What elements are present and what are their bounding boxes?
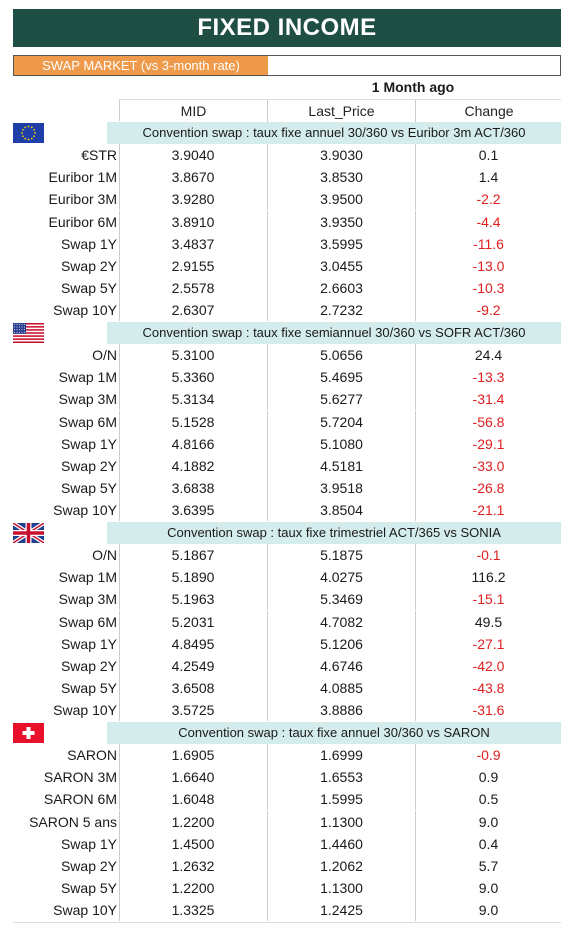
last-price-value: 3.9350 <box>267 211 415 233</box>
mid-value: 3.8670 <box>119 166 266 188</box>
change-value: 5.7 <box>415 855 561 877</box>
change-value: -33.0 <box>415 455 561 477</box>
mid-value: 5.3100 <box>119 344 266 366</box>
table-row <box>13 811 561 833</box>
table-row <box>13 788 561 810</box>
mid-value: 1.6905 <box>119 744 266 766</box>
currency-section <box>13 122 561 322</box>
table-row <box>13 699 561 721</box>
table-row <box>13 477 561 499</box>
instrument-name: Swap 10Y <box>53 702 117 719</box>
mid-value: 5.1528 <box>119 411 266 433</box>
table-row <box>13 455 561 477</box>
mid-value: 1.4500 <box>119 833 266 855</box>
column-header-mid: MID <box>120 100 268 122</box>
column-header-change: Change <box>464 103 514 119</box>
instrument-name: Swap 5Y <box>60 680 117 697</box>
change-value: -4.4 <box>415 211 561 233</box>
instrument-name: Euribor 1M <box>48 169 117 186</box>
instrument-name: O/N <box>92 547 117 563</box>
table-row <box>13 144 561 166</box>
change-value: 0.4 <box>415 833 561 855</box>
change-value: 0.9 <box>415 766 561 788</box>
convention-text: Convention swap : taux fixe semiannuel 30/360 vs SOFR ACT/360 <box>107 322 561 344</box>
last-price-value: 5.1206 <box>267 633 415 655</box>
mid-value: 1.2200 <box>119 877 266 899</box>
instrument-name: Swap 10Y <box>53 302 117 319</box>
convention-row <box>13 322 561 344</box>
instrument-name: Swap 1M <box>58 369 117 386</box>
change-value: -42.0 <box>415 655 561 677</box>
last-price-value: 1.2062 <box>267 855 415 877</box>
mid-value: 3.4837 <box>119 233 266 255</box>
change-value: 116.2 <box>415 566 561 588</box>
change-value: 9.0 <box>415 877 561 899</box>
table-row <box>13 833 561 855</box>
last-price-value: 1.5995 <box>267 788 415 810</box>
table-row <box>13 877 561 899</box>
table-row <box>13 388 561 410</box>
last-price-value: 3.9030 <box>267 144 415 166</box>
column-header-last-price: Last_Price <box>268 100 416 122</box>
us-flag-icon <box>13 323 44 343</box>
instrument-name: Swap 2Y <box>60 458 117 474</box>
instrument-name: Swap 1Y <box>60 835 117 852</box>
instrument-name: Swap 2Y <box>60 858 117 874</box>
last-price-value: 4.6746 <box>267 655 415 677</box>
mid-value: 1.6640 <box>119 766 266 788</box>
last-price-value: 5.3469 <box>267 588 415 610</box>
currency-section <box>13 522 561 722</box>
mid-value: 5.1963 <box>119 588 266 610</box>
swap-market-bar <box>13 55 561 76</box>
convention-row <box>13 122 561 144</box>
instrument-name: Swap 3M <box>58 391 117 408</box>
instrument-name: Swap 1Y <box>60 635 117 652</box>
change-value: -13.0 <box>415 255 561 277</box>
last-price-value: 1.2425 <box>267 899 415 921</box>
table-row <box>13 677 561 699</box>
mid-value: 1.6048 <box>119 788 266 810</box>
change-value: -31.4 <box>415 388 561 410</box>
mid-value: 4.2549 <box>119 655 266 677</box>
last-price-value: 3.5995 <box>267 233 415 255</box>
change-value: -10.3 <box>415 277 561 299</box>
convention-text: Convention swap : taux fixe trimestriel ACT/365 vs SONIA <box>107 522 561 544</box>
change-value: -9.2 <box>415 299 561 321</box>
instrument-name: Swap 1Y <box>60 235 117 252</box>
instrument-name: Swap 5Y <box>60 280 117 297</box>
instrument-name: Swap 6M <box>58 413 117 430</box>
instrument-name: Swap 2Y <box>60 658 117 674</box>
currency-section <box>13 722 561 922</box>
table-bottom-divider <box>13 922 561 923</box>
last-price-value: 1.1300 <box>267 811 415 833</box>
table-row <box>13 588 561 610</box>
change-value: 9.0 <box>415 811 561 833</box>
change-value: 1.4 <box>415 166 561 188</box>
instrument-name: Swap 1Y <box>60 435 117 452</box>
instrument-name: Euribor 3M <box>48 191 117 208</box>
change-value: -43.8 <box>415 677 561 699</box>
last-price-value: 3.8530 <box>267 166 415 188</box>
change-value: -11.6 <box>415 233 561 255</box>
instrument-name: SARON <box>67 747 117 763</box>
table-row <box>13 855 561 877</box>
change-value: 0.5 <box>415 788 561 810</box>
mid-value: 1.2200 <box>119 811 266 833</box>
table-row <box>13 544 561 566</box>
change-value: 0.1 <box>415 144 561 166</box>
last-price-value: 1.1300 <box>267 877 415 899</box>
instrument-name: Swap 10Y <box>53 902 117 919</box>
table-row <box>13 166 561 188</box>
table-row <box>13 655 561 677</box>
table-row <box>13 744 561 766</box>
mid-value: 4.8495 <box>119 633 266 655</box>
table-row <box>13 566 561 588</box>
table-row <box>13 211 561 233</box>
last-price-value: 3.8504 <box>267 499 415 521</box>
currency-section <box>13 322 561 522</box>
last-price-value: 1.6999 <box>267 744 415 766</box>
mid-value: 5.1867 <box>119 544 266 566</box>
instrument-name: SARON 6M <box>43 791 117 808</box>
table-row <box>13 411 561 433</box>
mid-value: 4.1882 <box>119 455 266 477</box>
mid-value: 2.9155 <box>119 255 266 277</box>
last-price-value: 5.6277 <box>267 388 415 410</box>
mid-value: 5.3360 <box>119 366 266 388</box>
period-label: 1 Month ago <box>371 79 455 95</box>
last-price-value: 2.7232 <box>267 299 415 321</box>
instrument-name: Swap 5Y <box>60 480 117 497</box>
instrument-name: O/N <box>92 347 117 363</box>
change-value: 49.5 <box>415 611 561 633</box>
mid-value: 5.1890 <box>119 566 266 588</box>
mid-value: 3.6508 <box>119 677 266 699</box>
instrument-name: Swap 6M <box>58 613 117 630</box>
change-value: -15.1 <box>415 588 561 610</box>
change-value: -2.2 <box>415 188 561 210</box>
mid-value: 1.3325 <box>119 899 266 921</box>
last-price-value: 3.0455 <box>267 255 415 277</box>
instrument-name: Euribor 6M <box>48 213 117 230</box>
table-row <box>13 233 561 255</box>
table-row <box>13 899 561 921</box>
table-row <box>13 766 561 788</box>
last-price-value: 4.5181 <box>267 455 415 477</box>
mid-value: 5.2031 <box>119 611 266 633</box>
last-price-value: 4.7082 <box>267 611 415 633</box>
mid-value: 5.3134 <box>119 388 266 410</box>
last-price-value: 4.0275 <box>267 566 415 588</box>
mid-value: 1.2632 <box>119 855 266 877</box>
change-value: 9.0 <box>415 899 561 921</box>
instrument-name: SARON 3M <box>43 769 117 786</box>
last-price-value: 3.8886 <box>267 699 415 721</box>
change-value: -21.1 <box>415 499 561 521</box>
change-value: -31.6 <box>415 699 561 721</box>
table-row <box>13 299 561 321</box>
table-row <box>13 433 561 455</box>
table-header <box>119 99 561 121</box>
change-value: -13.3 <box>415 366 561 388</box>
mid-value: 3.5725 <box>119 699 266 721</box>
table-row <box>13 633 561 655</box>
change-value: -26.8 <box>415 477 561 499</box>
last-price-value: 5.1875 <box>267 544 415 566</box>
swap-market-label: SWAP MARKET (vs 3-month rate) <box>14 56 268 75</box>
last-price-value: 5.1080 <box>267 433 415 455</box>
change-value: -27.1 <box>415 633 561 655</box>
mid-value: 3.9040 <box>119 144 266 166</box>
last-price-value: 5.4695 <box>267 366 415 388</box>
swiss-flag-icon <box>13 723 44 743</box>
convention-text: Convention swap : taux fixe annuel 30/360 vs Euribor 3m ACT/360 <box>107 122 561 144</box>
change-value: -0.1 <box>415 544 561 566</box>
mid-value: 3.6838 <box>119 477 266 499</box>
page-title: FIXED INCOME <box>13 9 561 47</box>
mid-value: 3.9280 <box>119 188 266 210</box>
table-row <box>13 277 561 299</box>
eu-flag-icon <box>13 123 44 143</box>
table-row <box>13 611 561 633</box>
last-price-value: 5.7204 <box>267 411 415 433</box>
change-value: -0.9 <box>415 744 561 766</box>
convention-row <box>13 522 561 544</box>
instrument-name: Swap 1M <box>58 569 117 586</box>
last-price-value: 3.9518 <box>267 477 415 499</box>
table-row <box>13 366 561 388</box>
last-price-value: 2.6603 <box>267 277 415 299</box>
table-row <box>13 188 561 210</box>
last-price-value: 5.0656 <box>267 344 415 366</box>
change-value: 24.4 <box>415 344 561 366</box>
instrument-name: €STR <box>81 147 117 163</box>
mid-value: 2.6307 <box>119 299 266 321</box>
mid-value: 3.8910 <box>119 211 266 233</box>
instrument-name: Swap 2Y <box>60 258 117 274</box>
table-row <box>13 344 561 366</box>
mid-value: 4.8166 <box>119 433 266 455</box>
mid-value: 2.5578 <box>119 277 266 299</box>
table-row <box>13 255 561 277</box>
instrument-name: SARON 5 ans <box>29 813 117 830</box>
convention-row <box>13 722 561 744</box>
instrument-name: Swap 10Y <box>53 502 117 519</box>
last-price-value: 1.6553 <box>267 766 415 788</box>
instrument-name: Swap 5Y <box>60 880 117 897</box>
table-row <box>13 499 561 521</box>
last-price-value: 3.9500 <box>267 188 415 210</box>
change-value: -56.8 <box>415 411 561 433</box>
change-value: -29.1 <box>415 433 561 455</box>
mid-value: 3.6395 <box>119 499 266 521</box>
instrument-name: Swap 3M <box>58 591 117 608</box>
last-price-value: 1.4460 <box>267 833 415 855</box>
uk-flag-icon <box>13 523 44 543</box>
convention-text: Convention swap : taux fixe annuel 30/360 vs SARON <box>107 722 561 744</box>
last-price-value: 4.0885 <box>267 677 415 699</box>
